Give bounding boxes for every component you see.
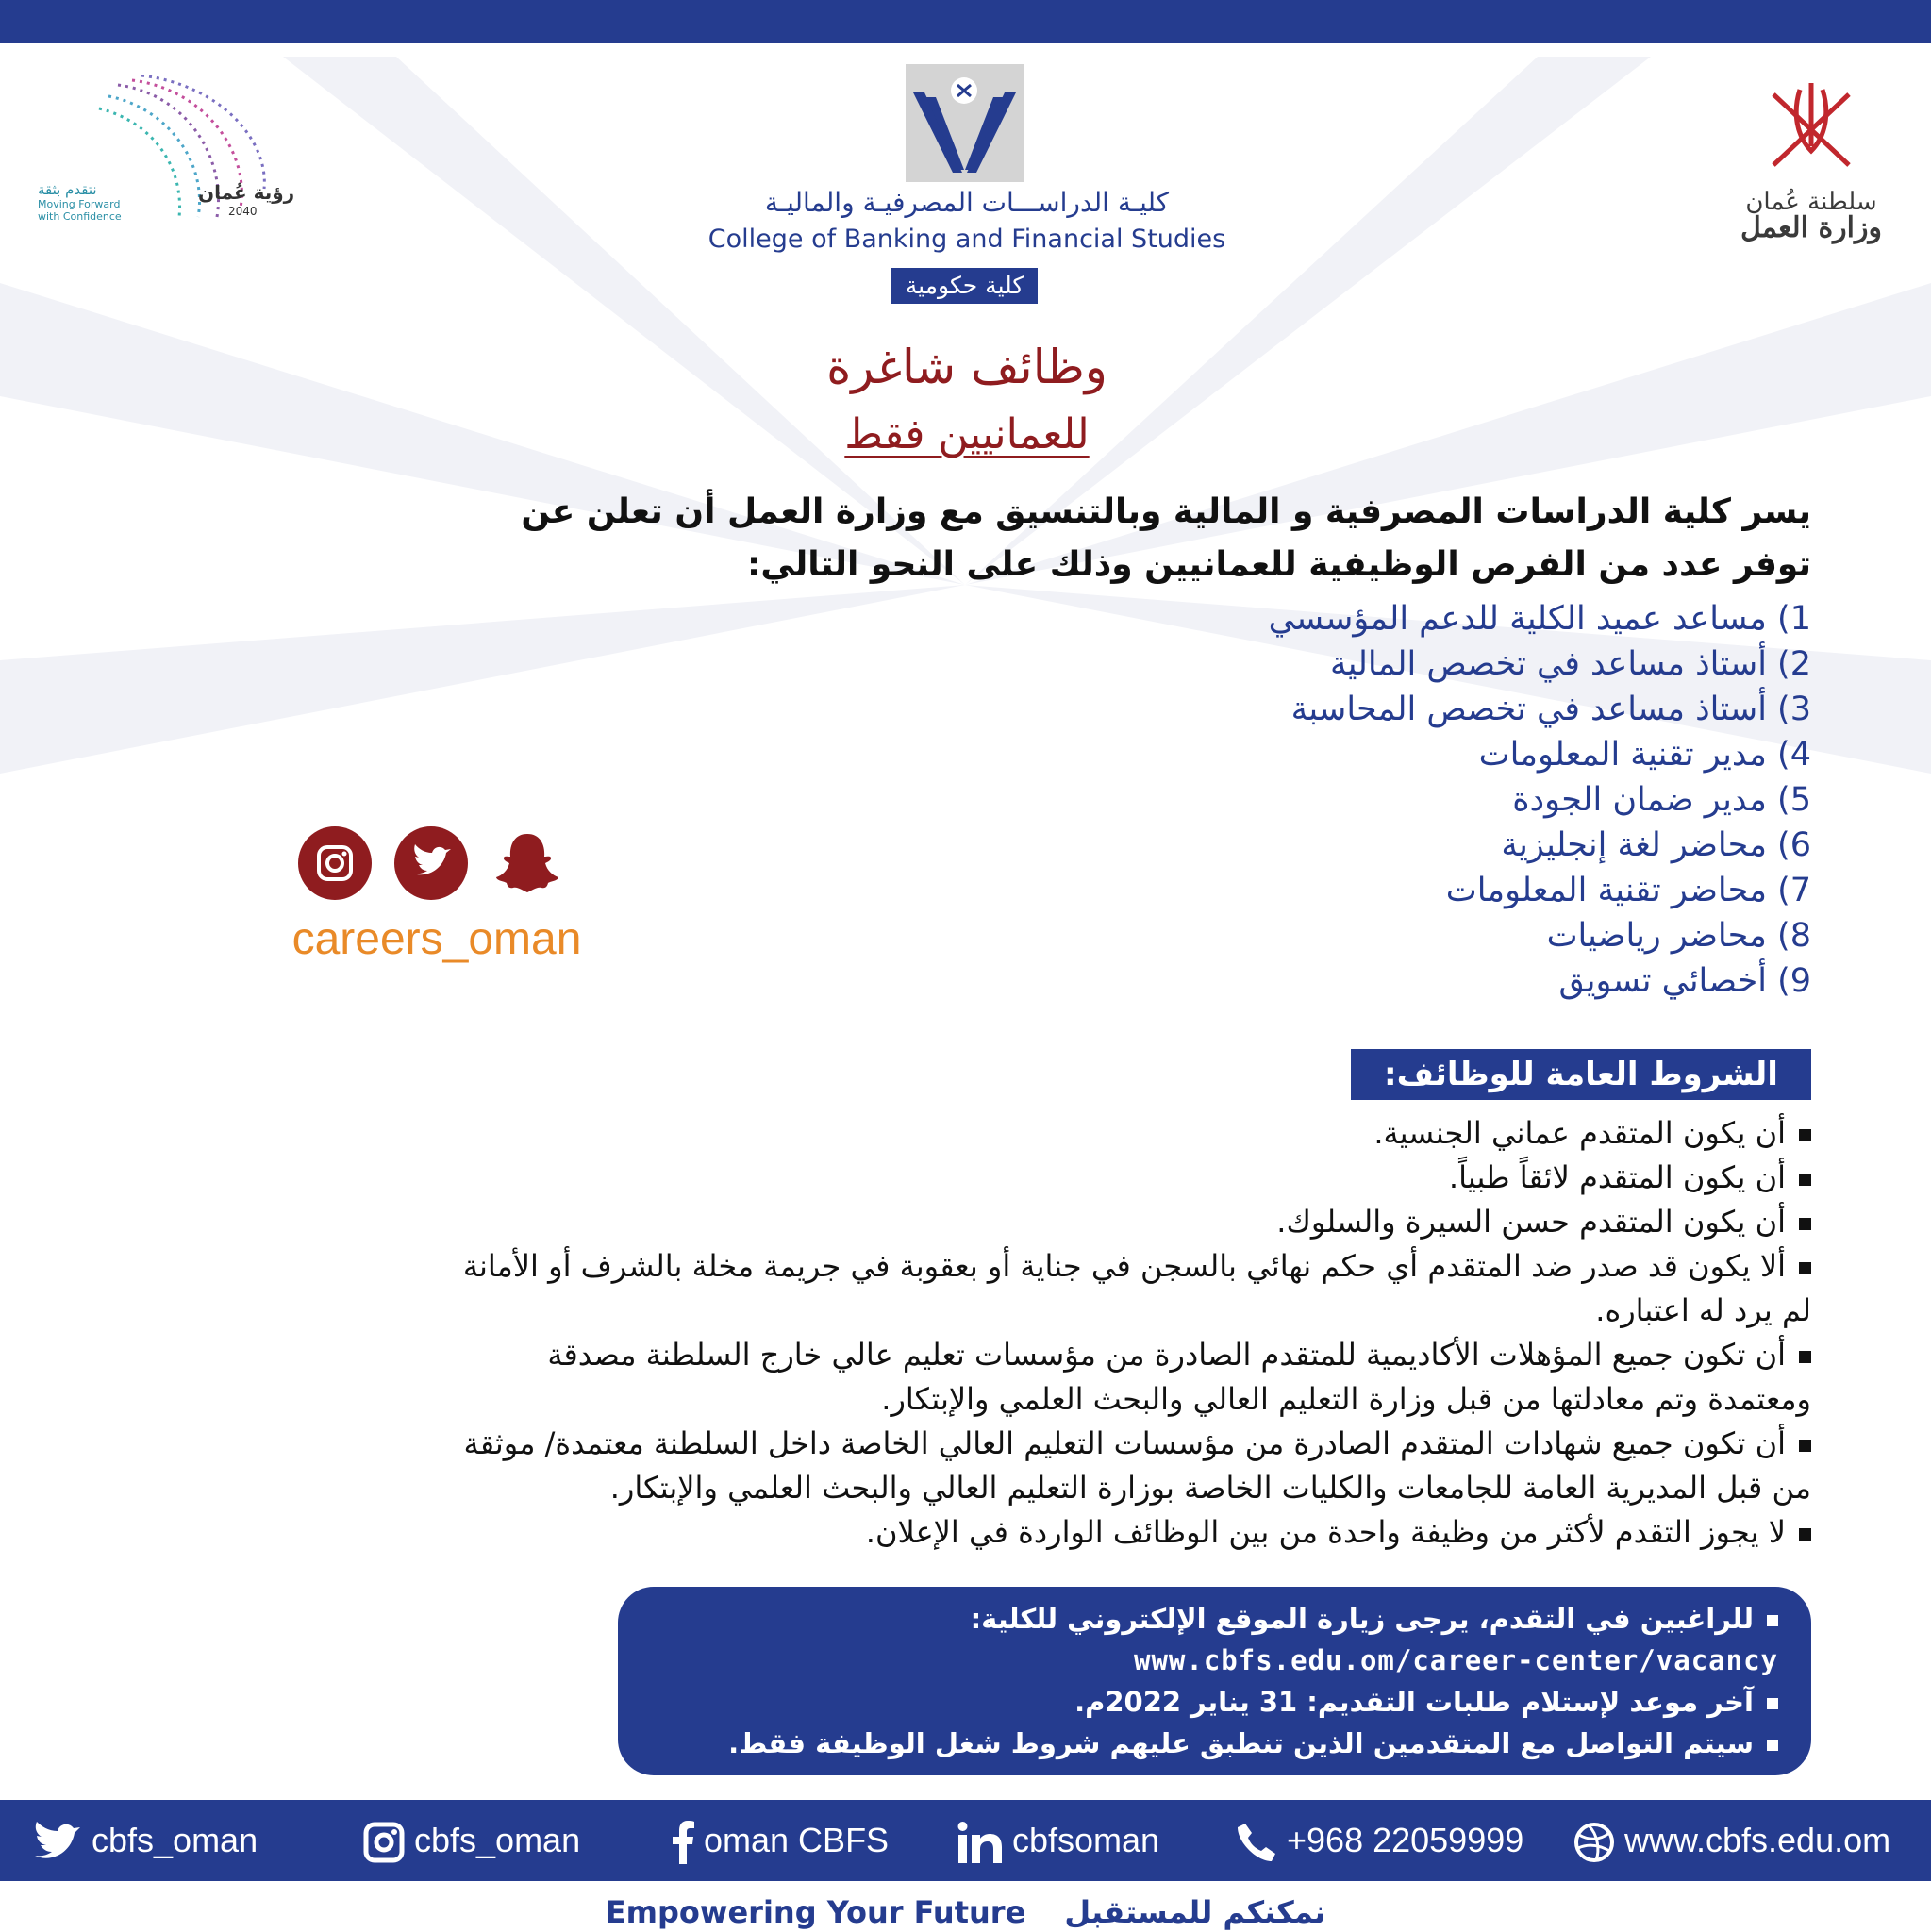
ministry-of-labour-logo [1717,75,1906,244]
footer-linkedin[interactable] [957,1817,1159,1864]
footer-linkedin-text[interactable]: cbfsoman [1012,1821,1160,1859]
bullet-square-icon [1767,1615,1778,1626]
job-item: 7) محاضر تقنية المعلومات [1445,872,1811,909]
bullet-square-icon [1799,1262,1811,1274]
condition-text: أن يكون المتقدم حسن السيرة والسلوك. [1276,1204,1786,1240]
apply-info-box [618,1587,1811,1775]
apply-url[interactable] [656,1640,1778,1681]
government-college-badge: كلية حكومية [891,268,1038,304]
condition-item [66,1510,1811,1555]
note-text: سيتم التواصل مع المتقدمين الذين تنطبق عليهم شروط شغل الوظيفة فقط. [728,1727,1754,1759]
intro-line-1: يسر كلية الدراسات المصرفية و المالية وبالتنسيق مع وزارة العمل أن تعلن عن [521,492,1811,531]
condition-text: أن يكون المتقدم لائقاً طبياً. [1448,1159,1786,1195]
job-list [1038,596,1811,1004]
announcement-title: وظائف شاغرة [826,340,1107,394]
bullet-square-icon [1799,1351,1811,1363]
conditions-header: الشروط العامة للوظائف: [1351,1049,1811,1100]
footer-instagram-text[interactable]: cbfs_oman [414,1821,581,1859]
omanis-only-text: للعمانيين فقط [844,410,1090,458]
announcement-subtitle [566,410,1368,458]
job-item: 9) أخصائي تسويق [1558,962,1811,1000]
job-item: 4) مدير تقنية المعلومات [1478,736,1811,774]
facebook-icon [672,1821,694,1864]
snapchat-icon[interactable] [491,826,564,900]
condition-text: لا يجوز التقدم لأكثر من وظيفة واحدة من بين الوظائف الواردة في الإعلان. [865,1514,1786,1550]
bullet-square-icon [1799,1174,1811,1186]
job-item: 3) أستاذ مساعد في تخصص المحاسبة [1290,691,1811,728]
vision-brand-ar: رؤية عُمان [198,181,295,204]
oman-emblem-icon [1755,75,1868,179]
condition-item [66,1244,1811,1289]
oman-vision-2040-logo [28,75,302,236]
linkedin-icon [957,1822,1003,1863]
condition-item [66,1156,1811,1200]
job-item: 1) مساعد عميد الكلية للدعم المؤسسي [1268,600,1811,638]
condition-text: أن يكون المتقدم عماني الجنسية. [1373,1115,1786,1151]
footer-phone[interactable] [1236,1817,1523,1864]
vision-tagline-en-2: with Confidence [38,210,122,223]
college-name-ar: كليـة الدراســـات المصرفيـة والماليـة [764,187,1170,218]
footer-website[interactable] [1573,1817,1890,1864]
job-item: 6) محاضر لغة إنجليزية [1501,826,1811,864]
condition-item [66,1111,1811,1156]
bullet-square-icon [1799,1218,1811,1230]
condition-item [66,1333,1811,1377]
careers-handle[interactable]: careers_oman [291,914,582,964]
apply-instruction-text: للراغبين في التقدم، يرجى زيارة الموقع الإلكتروني للكلية: [970,1603,1754,1635]
footer-instagram[interactable] [363,1817,580,1864]
apply-deadline [656,1681,1778,1723]
bullet-square-icon [1799,1528,1811,1541]
instagram-icon [363,1822,405,1863]
condition-continuation: ومعتمدة وتم معادلتها من قبل وزارة التعليم العالي والبحث العلمي والإبتكار. [881,1381,1811,1417]
footer-slogan [0,1894,1931,1930]
apply-instruction [656,1598,1778,1640]
job-item: 2) أستاذ مساعد في تخصص المالية [1329,645,1811,683]
globe-icon [1573,1822,1615,1863]
condition-continuation: من قبل المديرية العامة للجامعات والكليات الخاصة بوزارة التعليم العالي والبحث العلمي والإبتكار. [609,1470,1811,1506]
college-name-en: College of Banking and Financial Studies [707,225,1226,254]
condition-text: أن تكون جميع المؤهلات الأكاديمية للمتقدم الصادرة من مؤسسات تعليم عالي خارج السلطنة مصدقة [547,1337,1786,1373]
footer-twitter-text[interactable]: cbfs_oman [92,1821,258,1859]
job-item: 5) مدير ضمان الجودة [1512,781,1811,819]
instagram-icon[interactable] [298,826,372,900]
twitter-icon [33,1822,82,1863]
vacancy-url-link[interactable]: www.cbfs.edu.om/career-center/vacancy [1133,1644,1778,1676]
condition-continuation: لم يرد له اعتباره. [1595,1292,1811,1328]
condition-text: أن تكون جميع شهادات المتقدم الصادرة من مؤسسات التعليم العالي الخاصة داخل السلطنة معتمدة/ موثقة [463,1425,1786,1461]
bullet-square-icon [1799,1129,1811,1141]
vision-tagline-ar: نتقدم بثقة [38,181,97,198]
condition-item [66,1422,1811,1466]
job-item: 8) محاضر رياضيات [1546,917,1811,955]
bullet-square-icon [1799,1440,1811,1452]
slogan-en: Empowering Your Future [605,1894,1026,1930]
footer-bar [0,1800,1931,1881]
footer-phone-text[interactable]: +968 22059999 [1287,1821,1524,1859]
top-bar [0,0,1931,43]
footer-website-text[interactable]: www.cbfs.edu.om [1624,1821,1891,1859]
footer-facebook-text[interactable]: oman CBFS [704,1821,890,1859]
ministry-line-1: سلطنة عُمان [1745,188,1877,216]
deadline-text: آخر موعد لإستلام طلبات التقديم: 31 يناير 2022م. [1074,1686,1754,1718]
intro-line-2: توفر عدد من الفرص الوظيفية للعمانيين وذلك على النحو التالي: [746,545,1811,584]
twitter-icon[interactable] [394,826,468,900]
intro-paragraph [283,486,1811,591]
ministry-line-2: وزارة العمل [1740,211,1882,244]
vision-year: 2040 [228,205,258,218]
condition-text: ألا يكون قد صدر ضد المتقدم أي حكم نهائي بالسجن في جناية أو بعقوبة في جريمة مخلة بالشرف أو الأمانة [462,1248,1786,1284]
careers-social-block [281,826,592,968]
footer-facebook[interactable] [672,1817,889,1864]
bullet-square-icon [1767,1740,1778,1751]
phone-icon [1236,1822,1277,1863]
college-logo [906,64,1024,182]
apply-note [656,1723,1778,1764]
condition-item [66,1200,1811,1244]
conditions-list [66,1111,1811,1555]
slogan-ar: نمكنكم للمستقبل [1064,1894,1326,1930]
college-wings-icon [906,64,1024,182]
vision-tagline-en-1: Moving Forward [38,198,121,210]
bullet-square-icon [1767,1698,1778,1709]
footer-twitter[interactable] [33,1817,258,1864]
